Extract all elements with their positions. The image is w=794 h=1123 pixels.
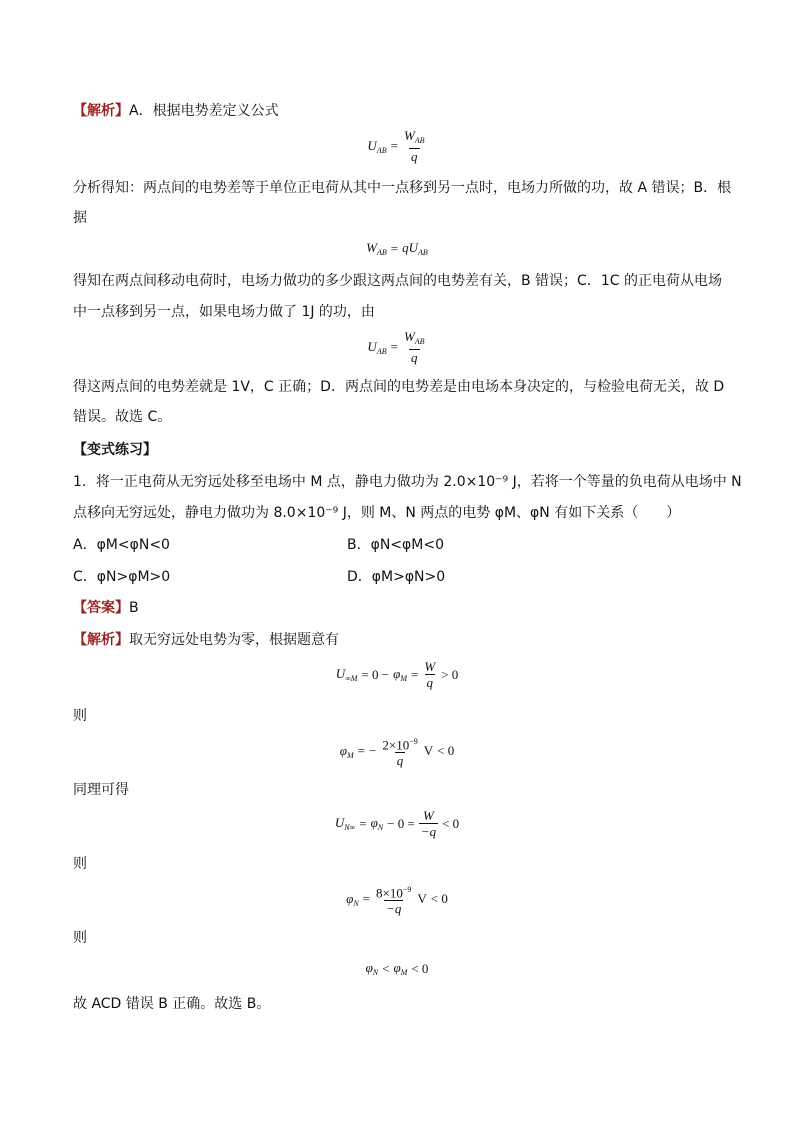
formula-phi-m: $\varphi_M$ = − $\frac{2\times 10^{-9}}{q}$ V < 0 <box>339 737 455 769</box>
analysis-paragraph-line: 分析得知：两点间的电势差等于单位正电荷从其中一点移到另一点时，电场力所做的功，故 A 错误；B．根 <box>73 180 732 196</box>
then-label-3: 则 <box>73 930 87 946</box>
then-label-1: 则 <box>73 708 87 724</box>
formula-u-n-inf: $U_{N\infty}$ = $\varphi_N$ − 0 = $\frac{W}{-q}$ < 0 <box>334 808 460 839</box>
answer-value: B <box>129 600 139 616</box>
then-label-2: 则 <box>73 856 87 872</box>
analysis-intro-line <box>73 101 723 121</box>
same-derivation-label: 同理可得 <box>73 782 129 798</box>
analysis-paragraph-line: 得这两点间的电势差就是 1V，C 正确；D．两点间的电势差是由电场本身决定的，与检验电荷无关，故 D <box>73 379 725 395</box>
formula-uab-repeat: $U_{AB}$ = $\frac{W_{AB}}{q}$ <box>367 329 425 365</box>
analysis-tag: 【解析】 <box>73 103 129 119</box>
analysis-paragraph-line: 中一点移到另一点，如果电场力做了 1J 的功，由 <box>73 304 375 320</box>
formula-phi-compare: $\varphi_N$ < $\varphi_M$ < 0 <box>365 960 429 977</box>
options-row-2 <box>73 567 723 587</box>
options-row-1 <box>73 535 723 555</box>
formula-wab: $W_{AB}$ = $qU_{AB}$ <box>366 240 428 257</box>
conclusion-line: 故 ACD 错误 B 正确。故选 B。 <box>73 996 271 1012</box>
analysis2-text: 取无穷远处电势为零，根据题意有 <box>129 632 339 648</box>
answer-line <box>73 598 723 618</box>
analysis-text: A．根据电势差定义公式 <box>129 103 279 119</box>
option-b[interactable]: B．φN<φM<0 <box>347 537 444 553</box>
answer-tag: 【答案】 <box>73 600 129 616</box>
formula-phi-n: $\varphi_N$ = $\frac{8\times 10^{-9}}{-q}$ V < 0 <box>346 885 448 917</box>
option-c[interactable]: C．φN>φM>0 <box>73 569 171 585</box>
formula-u-inf-m: $U_{\infty M}$ = 0 − $\varphi_M$ = $\frac{W}{q}$ > 0 <box>335 659 459 690</box>
analysis2-tag: 【解析】 <box>73 632 129 648</box>
option-d[interactable]: D．φM>φN>0 <box>347 569 446 585</box>
question-1-line-2: 点移向无穷远处，静电力做功为 8.0×10⁻⁹ J，则 M、N 两点的电势 φM、φN 有如下关系（ ） <box>73 505 681 521</box>
variant-practice-title: 【变式练习】 <box>73 442 157 458</box>
question-1-line-1: 1．将一正电荷从无穷远处移至电场中 M 点，静电力做功为 2.0×10⁻⁹ J，若将一个等量的负电荷从电场中 N <box>73 474 742 490</box>
analysis-paragraph-line: 错误。故选 C。 <box>73 409 172 425</box>
analysis2-intro-line <box>73 630 723 650</box>
formula-uab-definition: $U_{AB}$ = $\frac{W_{AB}}{q}$ <box>367 128 425 164</box>
option-a[interactable]: A．φM<φN<0 <box>73 537 170 553</box>
analysis-paragraph-line: 据 <box>73 210 87 226</box>
analysis-paragraph-line: 得知在两点间移动电荷时，电场力做功的多少跟这两点间的电势差有关，B 错误；C．1C 的正电荷从电场 <box>73 273 722 289</box>
